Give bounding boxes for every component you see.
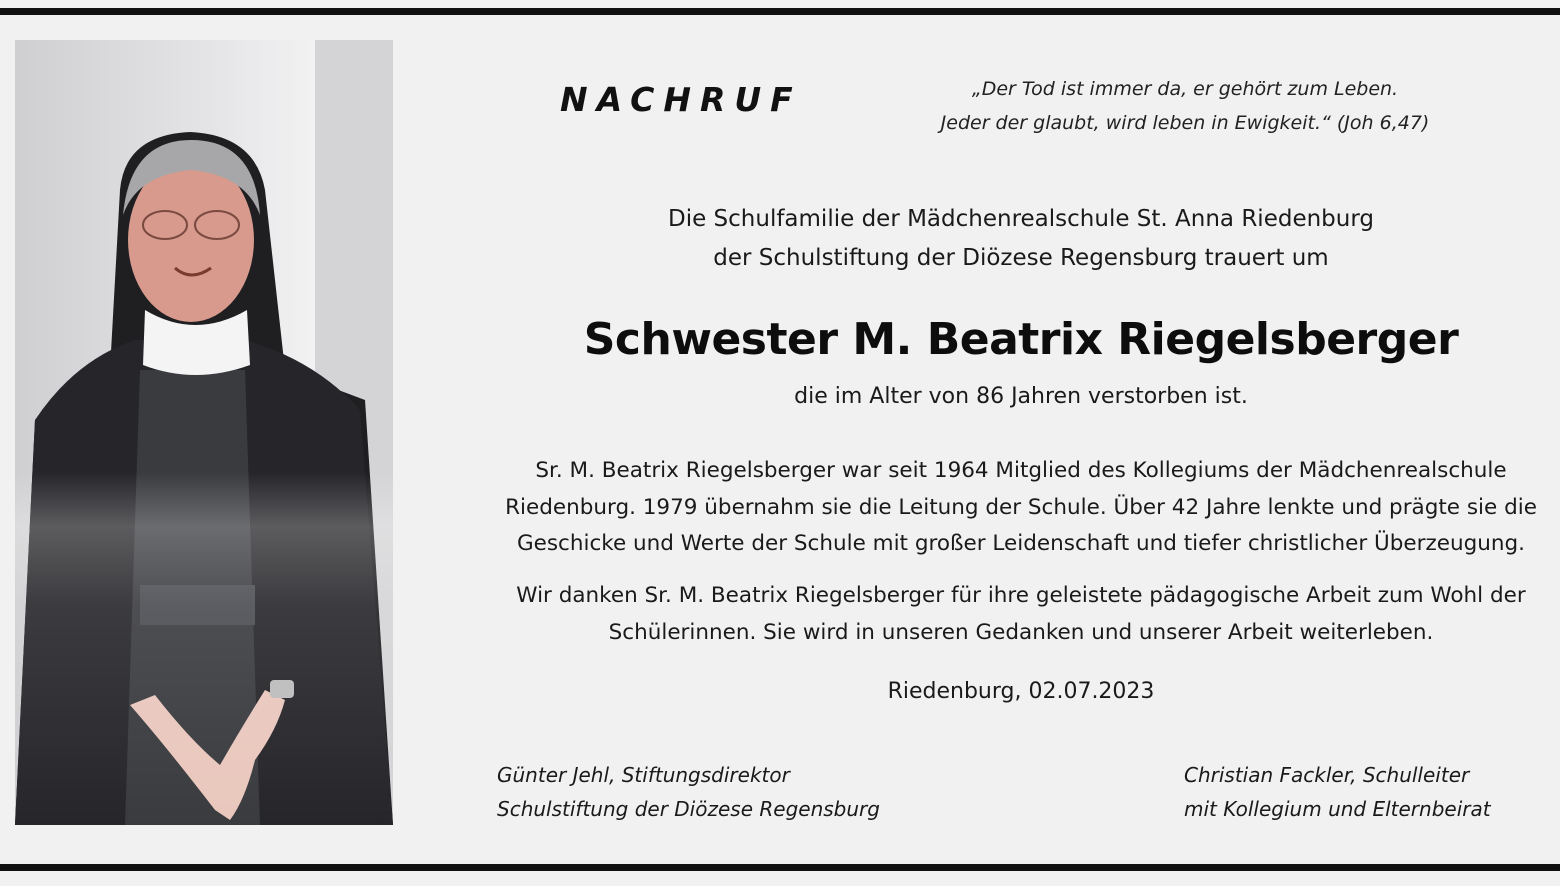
intro-text [490, 200, 1552, 278]
bio-line: Riedenburg. 1979 übernahm sie die Leitung der Schule. Über 42 Jahre lenkte und prägte sie die [505, 494, 1537, 520]
place-date: Riedenburg, 02.07.2023 [887, 679, 1155, 704]
quote-line: „Der Tod ist immer da, er gehört zum Leben. [971, 78, 1399, 100]
bottom-rule [0, 864, 1560, 871]
intro-line: Die Schulfamilie der Mädchenrealschule St. Anna Riedenburg [667, 206, 1374, 232]
signature-right [1184, 758, 1491, 826]
quote-line: Jeder der glaubt, wird leben in Ewigkeit.“ (Joh 6,47) [940, 112, 1430, 134]
thanks-paragraph [490, 578, 1552, 651]
bio-line: Geschicke und Werte der Schule mit großer Leidenschaft und tiefer christlicher Überzeugung. [516, 531, 1526, 556]
top-rule [0, 8, 1560, 15]
portrait-photo [15, 40, 393, 825]
thanks-line: Wir danken Sr. M. Beatrix Riegelsberger für ihre geleistete pädagogische Arbeit zum Wohl der [516, 583, 1526, 608]
deceased-name: Schwester M. Beatrix Riegelsberger [583, 314, 1459, 365]
signature-name: Günter Jehl, Stiftungsdirektor [497, 763, 790, 787]
intro-line: der Schulstiftung der Diözese Regensburg trauert um [713, 245, 1329, 271]
signature-left [497, 758, 880, 826]
biography-paragraph [490, 453, 1552, 563]
bio-line: Sr. M. Beatrix Riegelsberger war seit 1964 Mitglied des Kollegiums der Mädchenrealschule [535, 458, 1507, 483]
signature-name: Christian Fackler, Schulleiter [1184, 763, 1470, 787]
signature-org: Schulstiftung der Diözese Regensburg [497, 797, 880, 821]
obituary-heading: NACHRUF [560, 80, 802, 119]
age-line: die im Alter von 86 Jahren verstorben ist. [794, 384, 1248, 409]
signature-org: mit Kollegium und Elternbeirat [1184, 797, 1491, 821]
thanks-line: Schülerinnen. Sie wird in unseren Gedanken und unserer Arbeit weiterleben. [608, 619, 1434, 645]
bible-quote [900, 72, 1470, 140]
